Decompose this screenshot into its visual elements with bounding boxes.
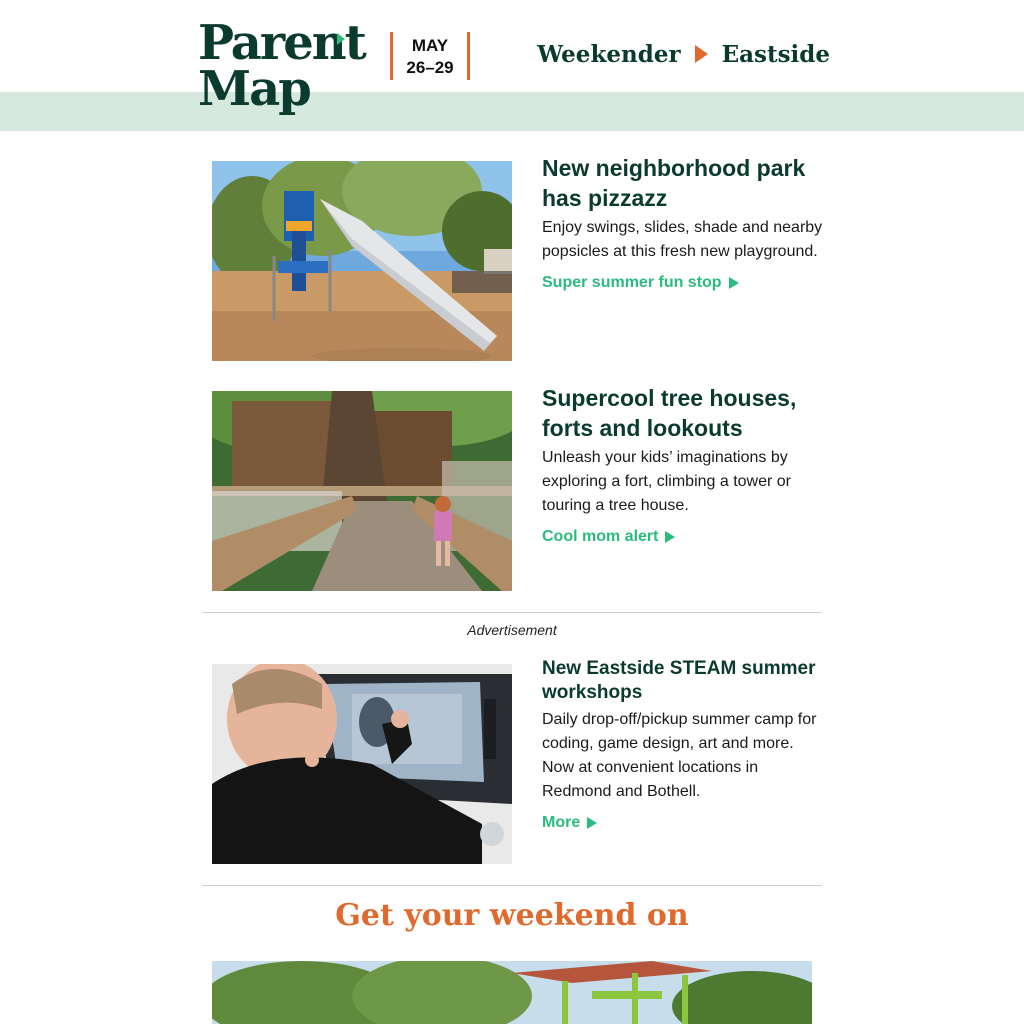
advertisement-body: Daily drop-off/pickup summer camp for coding, game design, art and more. Now at convenient locations in Redmond and Bothell. xyxy=(542,711,817,800)
logo-line-1: Parent xyxy=(198,15,365,71)
issue-days: 26–29 xyxy=(406,58,454,77)
divider xyxy=(202,612,822,613)
article-link-label: Cool mom alert xyxy=(542,528,659,545)
advertisement-link[interactable] xyxy=(542,814,597,832)
advertisement-title[interactable]: New Eastside STEAM summer workshops xyxy=(542,658,816,703)
advertisement-steam xyxy=(212,658,824,864)
arrow-right-icon xyxy=(695,45,708,63)
article-link[interactable] xyxy=(542,274,739,292)
park-pavilion-photo[interactable] xyxy=(212,961,812,1024)
section-title: Get your weekend on xyxy=(335,898,689,933)
article-treehouses-text xyxy=(542,385,824,546)
article-title[interactable]: Supercool tree houses, forts and lookouts xyxy=(542,385,797,441)
kid-drawing-tablet-photo[interactable] xyxy=(212,664,512,864)
treehouse-boardwalk-photo[interactable] xyxy=(212,391,512,591)
article-link[interactable] xyxy=(542,528,675,546)
logo-line-2: Map xyxy=(198,61,310,117)
logo-play-icon xyxy=(337,33,345,45)
issue-date xyxy=(390,32,470,80)
article-body: Unleash your kids’ imaginations by exploring a fort, climbing a tower or touring a tree house. xyxy=(542,449,791,514)
article-park xyxy=(212,155,824,361)
play-arrow-icon xyxy=(729,277,739,289)
edition-title xyxy=(537,38,830,70)
header-band xyxy=(0,92,1024,131)
article-body: Enjoy swings, slides, shade and nearby popsicles at this fresh new playground. xyxy=(542,219,823,260)
article-title[interactable]: New neighborhood park has pizzazz xyxy=(542,155,806,211)
play-arrow-icon xyxy=(665,531,675,543)
article-link-label: Super summer fun stop xyxy=(542,274,722,291)
issue-month: MAY xyxy=(411,36,449,55)
advertisement-link-label: More xyxy=(542,814,581,831)
edition-region: Eastside xyxy=(721,40,830,68)
advertisement-label: Advertisement xyxy=(467,622,557,638)
article-treehouses xyxy=(212,385,824,591)
play-arrow-icon xyxy=(587,817,597,829)
divider xyxy=(202,885,822,886)
advertisement-text xyxy=(542,658,824,832)
email-header xyxy=(0,0,1024,92)
edition-name: Weekender xyxy=(537,40,681,68)
parentmap-logo[interactable] xyxy=(198,15,365,126)
playground-slide-photo[interactable] xyxy=(212,161,512,361)
article-park-text xyxy=(542,155,824,292)
